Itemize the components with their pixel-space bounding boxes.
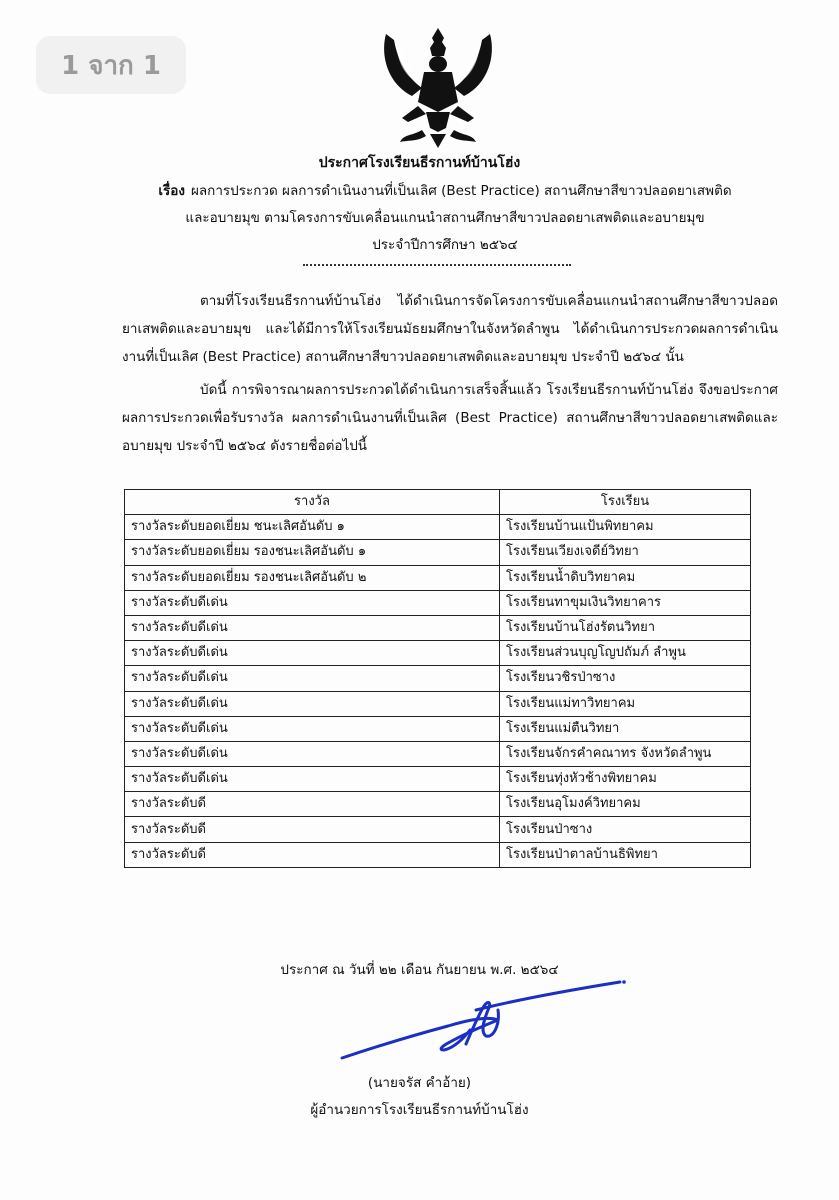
table-row bbox=[125, 540, 751, 565]
table-header-row bbox=[125, 490, 751, 515]
page-indicator bbox=[36, 36, 186, 94]
school-cell: โรงเรียนอุโมงค์วิทยาคม bbox=[500, 792, 751, 817]
subject-line-1: เรื่อง ผลการประกวด ผลการดำเนินงานที่เป็นเลิศ (Best Practice) สถานศึกษาสีขาวปลอดยาเสพติด bbox=[158, 183, 732, 199]
award-cell: รางวัลระดับดีเด่น bbox=[125, 691, 500, 716]
announce-date-line: ประกาศ ณ วันที่ ๒๒ เดือน กันยายน พ.ศ. ๒๕๖๔ bbox=[280, 962, 559, 978]
award-cell: รางวัลระดับยอดเยี่ยม รองชนะเลิศอันดับ ๑ bbox=[125, 540, 500, 565]
subject-block bbox=[120, 178, 770, 259]
school-cell: โรงเรียนเวียงเจดีย์วิทยา bbox=[500, 540, 751, 565]
award-cell: รางวัลระดับดีเด่น bbox=[125, 716, 500, 741]
table-row bbox=[125, 515, 751, 540]
table-row bbox=[125, 590, 751, 615]
subject-line-2: และอบายมุข ตามโครงการขับเคลื่อนแกนนำสถานศึกษาสีขาวปลอดยาเสพติดและอบายมุข bbox=[185, 210, 705, 226]
signer-block bbox=[0, 1070, 839, 1124]
header-award: รางวัล bbox=[125, 490, 500, 515]
table-row bbox=[125, 641, 751, 666]
dotted-divider bbox=[303, 264, 571, 266]
subject-label: เรื่อง bbox=[158, 183, 185, 199]
school-cell: โรงเรียนทุ่งหัวช้างพิทยาคม bbox=[500, 767, 751, 792]
signature-image bbox=[338, 980, 628, 1065]
school-cell: โรงเรียนวชิรป่าซาง bbox=[500, 666, 751, 691]
paragraph-2: บัดนี้ การพิจารณาผลการประกวดได้ดำเนินการเสร็จสิ้นแล้ว โรงเรียนธีรกานท์บ้านโฮ่ง จึงขอประกาศผลการประกวดเพื่อรับรางวัล ผลการดำเนินงานที่เป็นเลิศ (Best Practice) สถานศึกษาสีขาวปลอดยาเสพติดและอบายมุข ประจำปี ๒๕๖๔ ดังรายชื่อต่อไปนี้ bbox=[122, 382, 778, 454]
award-cell: รางวัลระดับดีเด่น bbox=[125, 615, 500, 640]
award-cell: รางวัลระดับดีเด่น bbox=[125, 666, 500, 691]
subject-line-3: ประจำปีการศึกษา ๒๕๖๔ bbox=[372, 237, 518, 253]
table-row bbox=[125, 817, 751, 842]
award-cell: รางวัลระดับดีเด่น bbox=[125, 641, 500, 666]
header-school: โรงเรียน bbox=[500, 490, 751, 515]
award-cell: รางวัลระดับดี bbox=[125, 842, 500, 867]
awards-table bbox=[124, 489, 751, 868]
school-cell: โรงเรียนบ้านโฮ่งรัตนวิทยา bbox=[500, 615, 751, 640]
award-cell: รางวัลระดับดีเด่น bbox=[125, 767, 500, 792]
table-row bbox=[125, 615, 751, 640]
school-cell: โรงเรียนส่วนบุญโญปถัมภ์ ลำพูน bbox=[500, 641, 751, 666]
award-cell: รางวัลระดับยอดเยี่ยม รองชนะเลิศอันดับ ๒ bbox=[125, 565, 500, 590]
paragraph-1: ตามที่โรงเรียนธีรกานท์บ้านโฮ่ง ได้ดำเนินการจัดโครงการขับเคลื่อนแกนนำสถานศึกษาสีขาวปลอดยาเสพติดและอบายมุข และได้มีการให้โรงเรียนมัธยมศึกษาในจังหวัดลำพูน ได้ดำเนินการประกวดผลการดำเนินงานที่เป็นเลิศ (Best Practice) สถานศึกษาสีขาวปลอดยาเสพติดและอบายมุข ประจำปี ๒๕๖๔ นั้น bbox=[122, 293, 778, 365]
school-cell: โรงเรียนทาขุมเงินวิทยาคาร bbox=[500, 590, 751, 615]
table-row bbox=[125, 691, 751, 716]
garuda-emblem-icon bbox=[378, 26, 498, 150]
table-row bbox=[125, 716, 751, 741]
table-row bbox=[125, 565, 751, 590]
table-row bbox=[125, 842, 751, 867]
award-cell: รางวัลระดับดีเด่น bbox=[125, 741, 500, 766]
table-row bbox=[125, 741, 751, 766]
school-cell: โรงเรียนน้ำดิบวิทยาคม bbox=[500, 565, 751, 590]
school-cell: โรงเรียนแม่ทาวิทยาคม bbox=[500, 691, 751, 716]
school-cell: โรงเรียนป่าตาลบ้านธิพิทยา bbox=[500, 842, 751, 867]
signer-position: ผู้อำนวยการโรงเรียนธีรกานท์บ้านโฮ่ง bbox=[310, 1102, 529, 1118]
table-row bbox=[125, 666, 751, 691]
award-cell: รางวัลระดับยอดเยี่ยม ชนะเลิศอันดับ ๑ bbox=[125, 515, 500, 540]
school-cell: โรงเรียนบ้านแป้นพิทยาคม bbox=[500, 515, 751, 540]
school-cell: โรงเรียนจักรคำคณาทร จังหวัดลำพูน bbox=[500, 741, 751, 766]
school-cell: โรงเรียนแม่ตืนวิทยา bbox=[500, 716, 751, 741]
signer-name: (นายจรัส คำอ้าย) bbox=[367, 1075, 472, 1091]
table-row bbox=[125, 792, 751, 817]
award-cell: รางวัลระดับดี bbox=[125, 792, 500, 817]
award-cell: รางวัลระดับดีเด่น bbox=[125, 590, 500, 615]
page-indicator-text: 1 จาก 1 bbox=[61, 50, 161, 81]
table-row bbox=[125, 767, 751, 792]
award-cell: รางวัลระดับดี bbox=[125, 817, 500, 842]
document-title: ประกาศโรงเรียนธีรกานท์บ้านโฮ่ง bbox=[318, 155, 521, 171]
school-cell: โรงเรียนป่าซาง bbox=[500, 817, 751, 842]
